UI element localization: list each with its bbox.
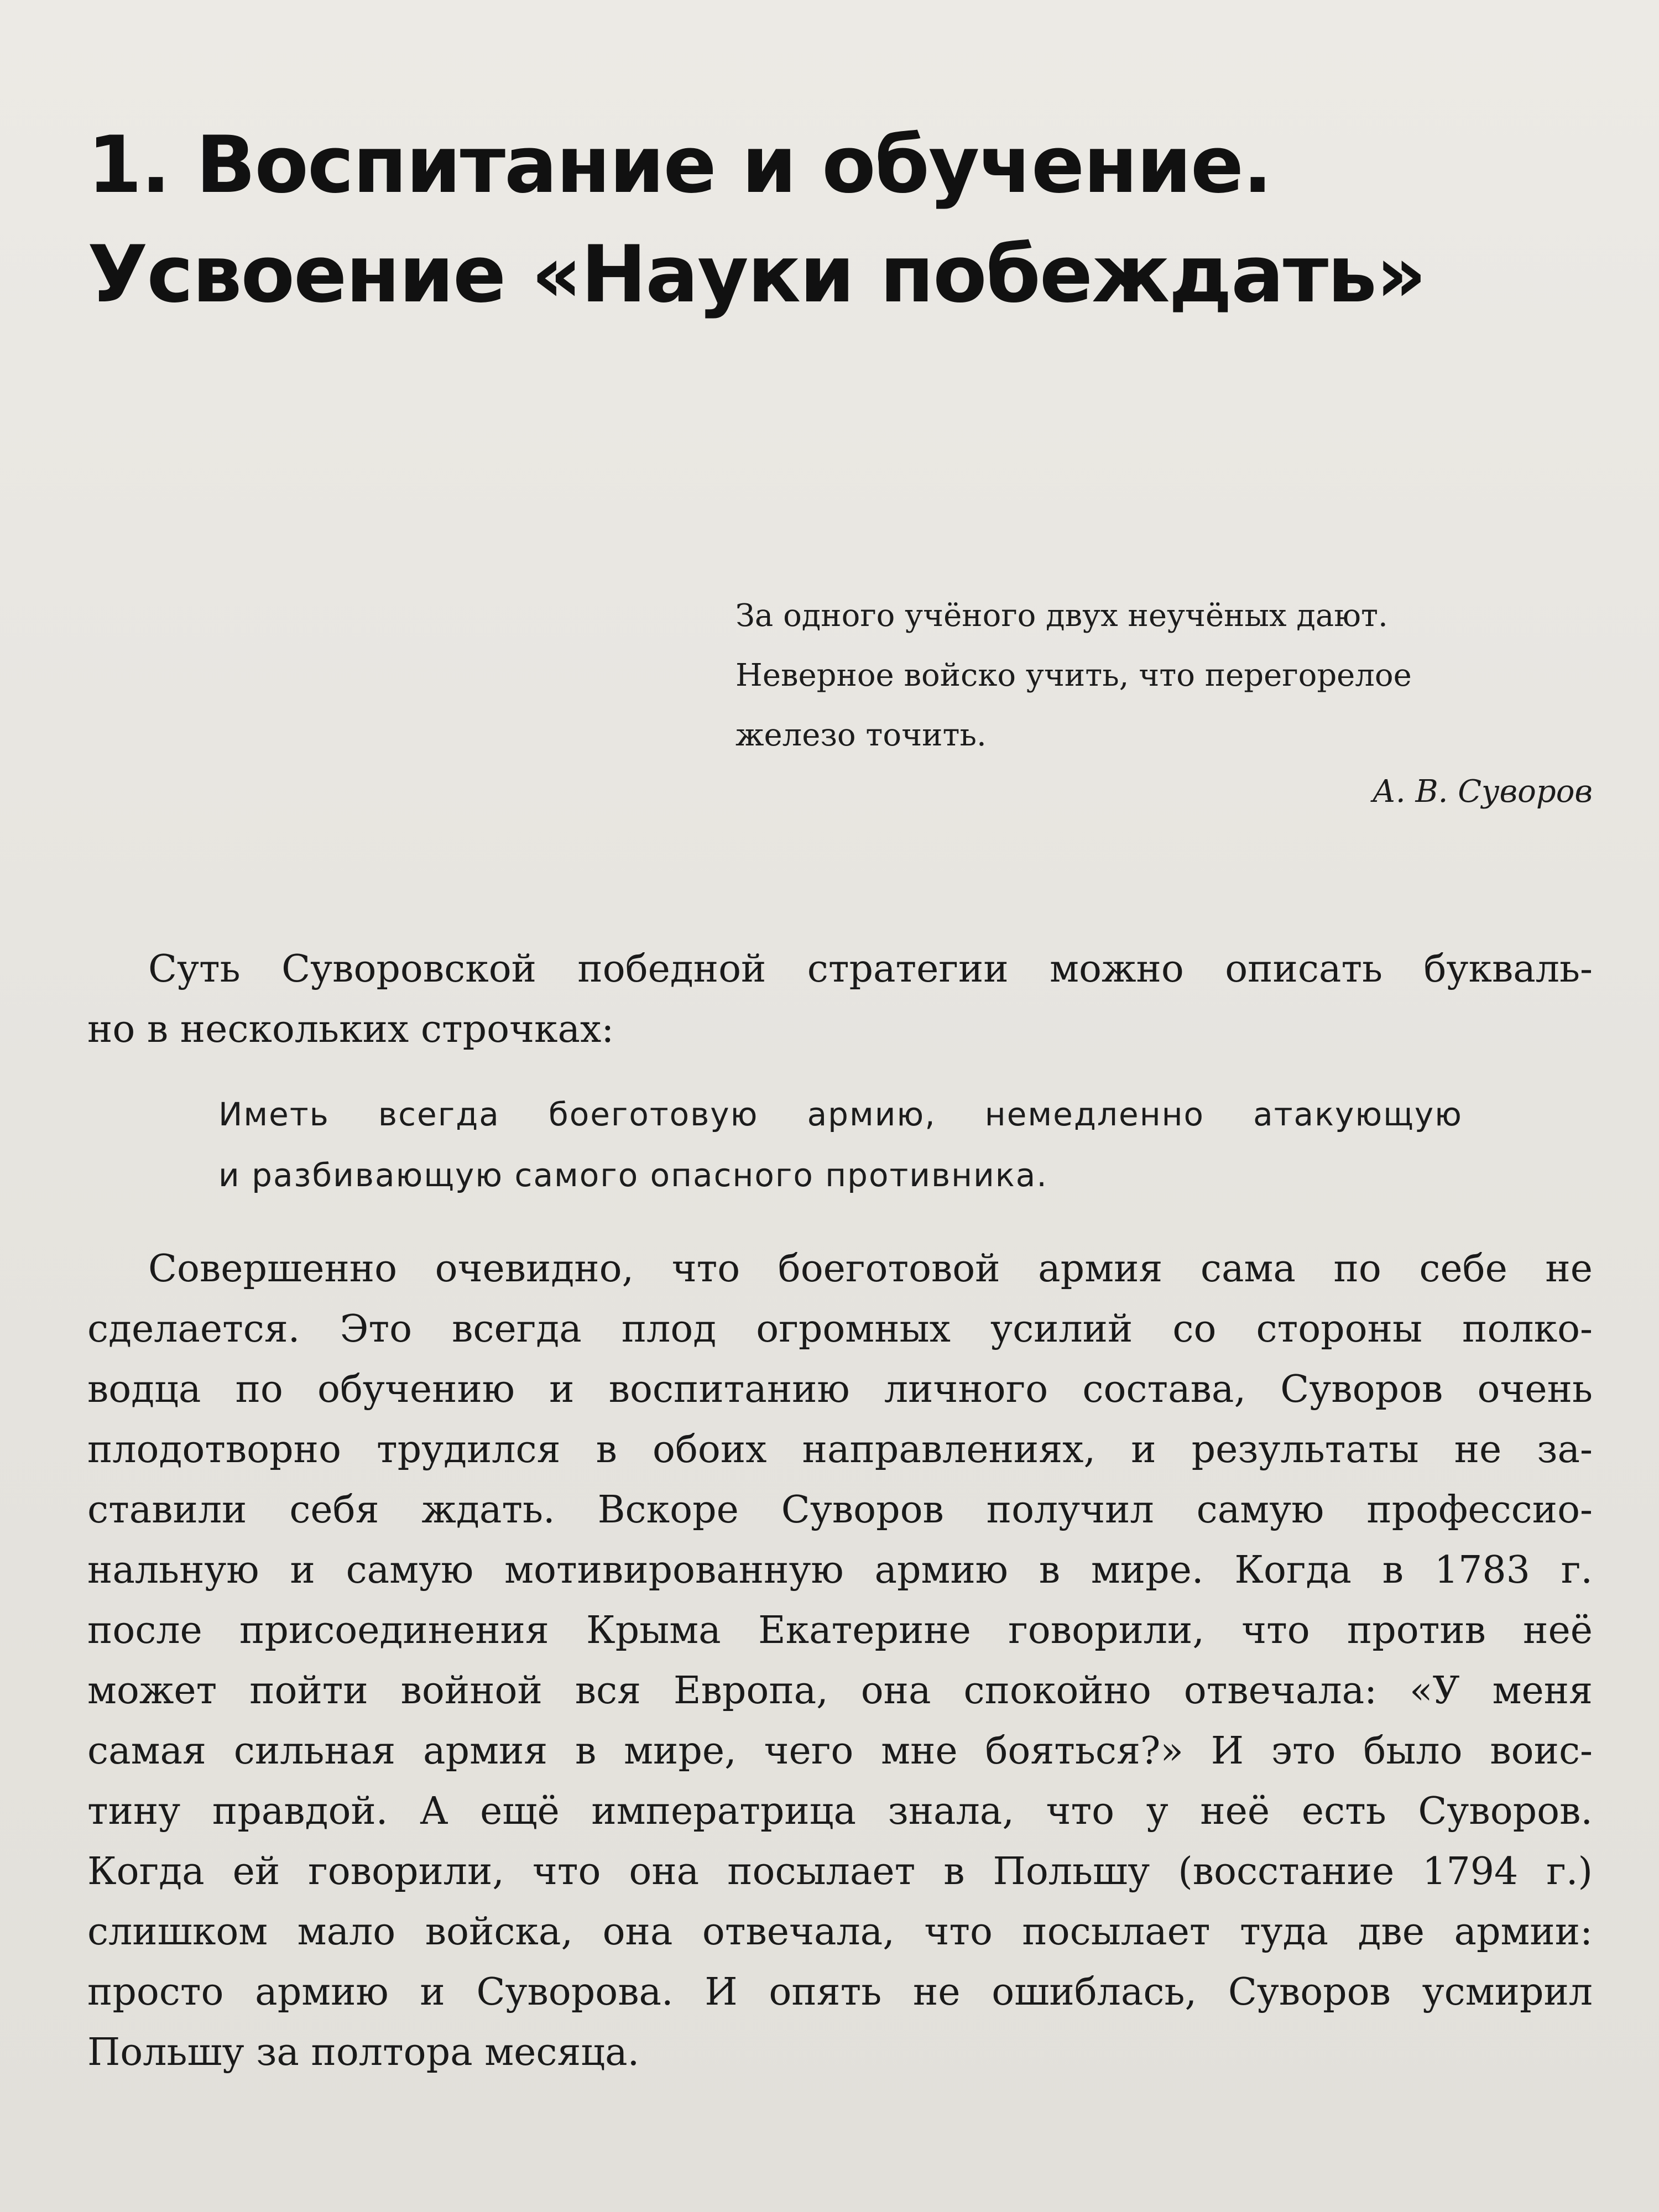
- epigraph-line: Неверное войско учить, что перегорелое: [735, 658, 1412, 693]
- chapter-heading-line-2: Усвоение «Науки побеждать»: [87, 229, 1426, 320]
- text-line: сделается. Это всегда плод огромных усилий со стороны полко-: [87, 1307, 1593, 1351]
- text-line: ставили себя ждать. Вскоре Суворов получил самую профессио-: [87, 1488, 1593, 1532]
- text-line: плодотворно трудился в обоих направлениях, и результаты не за-: [87, 1428, 1593, 1472]
- epigraph-line: железо точить.: [735, 717, 987, 753]
- epigraph: [735, 586, 1593, 822]
- text-line: Польшу за полтора месяца.: [87, 2031, 640, 2074]
- text-line: водца по обучению и воспитанию личного состава, Суворов очень: [87, 1368, 1593, 1411]
- text-line: Совершенно очевидно, что боеготовой армия сама по себе не: [148, 1247, 1593, 1291]
- text-line: тину правдой. А ещё императрица знала, что у неё есть Суворов.: [87, 1790, 1593, 1833]
- text-line: нальную и самую мотивированную армию в мире. Когда в 1783 г.: [87, 1548, 1593, 1592]
- text-line: может пойти войной вся Европа, она спокойно отвечала: «У меня: [87, 1669, 1593, 1713]
- chapter-heading: [87, 111, 1525, 330]
- text-line: но в нескольких строчках:: [87, 1008, 614, 1051]
- quote-line: и разбивающую самого опасного противника.: [218, 1156, 1048, 1194]
- text-line: после присоединения Крыма Екатерине говорили, что против неё: [87, 1609, 1593, 1652]
- text-line: просто армию и Суворова. И опять не ошиблась, Суворов усмирил: [87, 1970, 1593, 2014]
- strategy-quote: [218, 1084, 1463, 1206]
- epigraph-line: За одного учёного двух неучёных дают.: [735, 598, 1388, 634]
- quote-line: Иметь всегда боеготовую армию, немедленно атакующую: [218, 1095, 1463, 1133]
- text-line: самая сильная армия в мире, чего мне бояться?» И это было воис-: [87, 1729, 1593, 1773]
- text-line: слишком мало войска, она отвечала, что посылает туда две армии:: [87, 1910, 1593, 1954]
- intro-paragraph: [87, 939, 1593, 1060]
- body-paragraph: [87, 1239, 1593, 2083]
- chapter-heading-line-1: 1. Воспитание и обучение.: [87, 119, 1272, 211]
- text-line: Когда ей говорили, что она посылает в Польшу (восстание 1794 г.): [87, 1850, 1593, 1893]
- epigraph-author: А. В. Суворов: [1372, 774, 1593, 810]
- text-line: Суть Суворовской победной стратегии можно описать букваль-: [148, 947, 1593, 991]
